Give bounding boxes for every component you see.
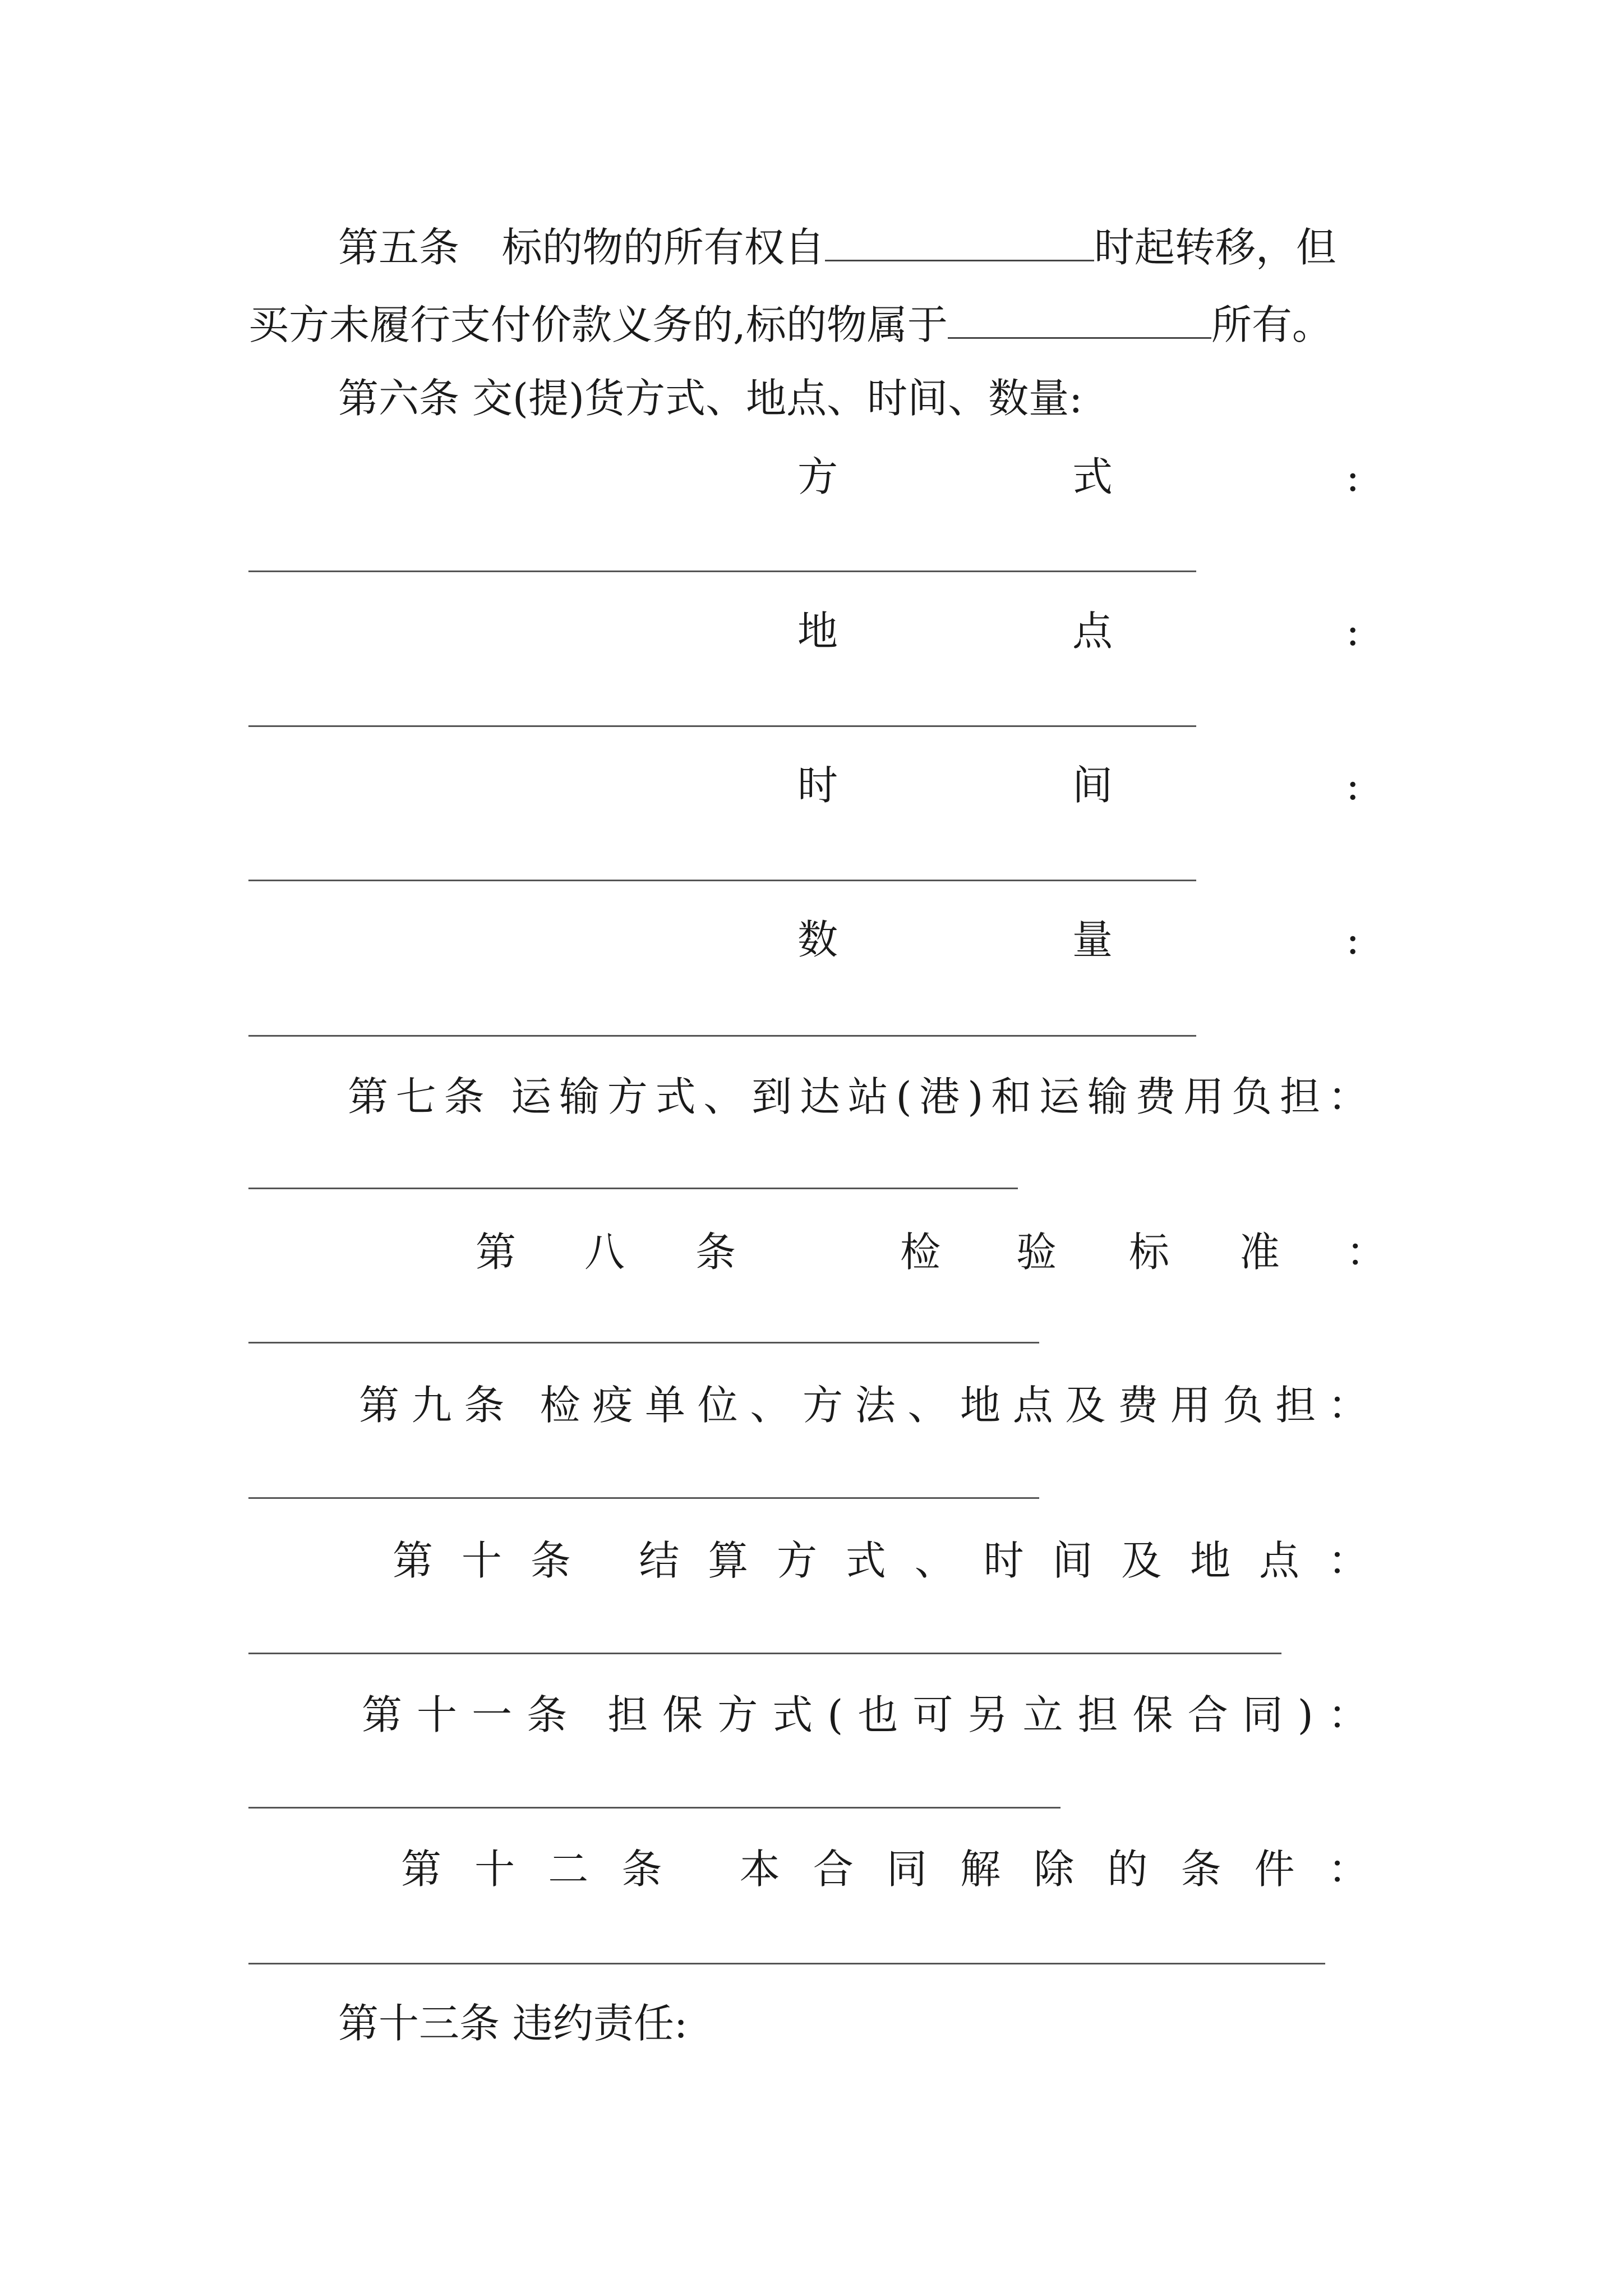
article-7-char: 负 (1232, 1073, 1272, 1120)
article-10-char: 式 (845, 1537, 886, 1584)
article-5-line-1 (338, 216, 1336, 275)
article-10-char: 条 (530, 1537, 571, 1584)
article-7-char: 到 (751, 1073, 792, 1120)
article-12-char: 本 (739, 1846, 780, 1893)
article-10-char: 点 (1258, 1537, 1299, 1584)
article-9-char: 位 (697, 1382, 738, 1429)
article-12-char: 的 (1107, 1846, 1148, 1893)
article-5-text-a: 标的物的所有权自 (501, 224, 825, 271)
article-9-char: 费 (1118, 1382, 1159, 1429)
article-12-char: 第 (401, 1846, 442, 1893)
article-8-char: 检 (900, 1228, 941, 1276)
article-9-char: 条 (464, 1382, 505, 1429)
article-7-char: 达 (799, 1073, 840, 1120)
field-quantity-answer-line[interactable] (248, 1035, 1196, 1037)
article-7-heading (348, 1069, 1368, 1125)
article-8-char: 标 (1129, 1228, 1170, 1276)
article-7-answer-line[interactable] (248, 1188, 1018, 1189)
article-10-char: 、 (914, 1537, 955, 1584)
ownership-transfer-blank[interactable] (825, 216, 1094, 261)
owner-blank[interactable] (948, 293, 1211, 339)
article-9-char: 担 (1275, 1382, 1316, 1429)
article-13-heading: 第十三条 违约责任: (338, 2000, 688, 2047)
article-12-char: ： (1327, 1846, 1368, 1893)
article-9-char: 、 (907, 1382, 948, 1429)
article-11-char: 担 (607, 1691, 648, 1738)
article-7-char: ： (1327, 1073, 1368, 1120)
article-9-char: 及 (1065, 1382, 1106, 1429)
field-method-char-2: 式 (1072, 453, 1113, 500)
article-7-char: ( (896, 1073, 912, 1120)
article-7-char: 和 (991, 1073, 1032, 1120)
article-9-char: 点 (1012, 1382, 1053, 1429)
article-7-char: 用 (1183, 1073, 1224, 1120)
article-9-answer-line[interactable] (248, 1497, 1039, 1499)
field-time-char-2: 间 (1072, 762, 1113, 809)
article-8-char: 验 (1016, 1228, 1057, 1276)
article-7-char: 、 (703, 1073, 744, 1120)
article-11-char: 可 (912, 1691, 953, 1738)
article-8-char: 八 (584, 1228, 625, 1276)
article-12-char: 条 (1181, 1846, 1221, 1893)
article-12-char: 条 (621, 1846, 662, 1893)
article-7-char: ) (967, 1073, 984, 1120)
field-place-char-2: 点 (1072, 608, 1113, 655)
article-8-char: 条 (695, 1228, 736, 1276)
article-12-heading (401, 1841, 1368, 1897)
article-8-char: 准 (1239, 1228, 1280, 1276)
field-method-answer-line[interactable] (248, 570, 1196, 572)
article-5-line-2 (248, 293, 1332, 353)
article-9-char: 地 (960, 1382, 1001, 1429)
article-7-char: 担 (1279, 1073, 1320, 1120)
article-10-char: 第 (393, 1537, 434, 1584)
article-7-char: 费 (1135, 1073, 1176, 1120)
article-7-char: 第 (348, 1073, 389, 1120)
article-7-char: 港 (919, 1073, 960, 1120)
article-10-char: 方 (777, 1537, 818, 1584)
article-12-answer-line[interactable] (248, 1963, 1325, 1964)
article-11-char: 也 (857, 1691, 898, 1738)
article-7-char: 输 (559, 1073, 600, 1120)
field-quantity-char-2: 量 (1072, 916, 1113, 963)
article-8-answer-line[interactable] (248, 1342, 1039, 1343)
article-10-char: 算 (708, 1537, 749, 1584)
field-quantity-char-1: 数 (797, 916, 838, 963)
field-place-colon: : (1346, 608, 1360, 655)
field-quantity-colon: : (1346, 916, 1360, 963)
article-9-char: 方 (803, 1382, 843, 1429)
article-11-char: ) (1297, 1691, 1313, 1738)
article-9-char: 九 (411, 1382, 452, 1429)
article-12-char: 除 (1034, 1846, 1075, 1893)
article-7-char: 条 (444, 1073, 485, 1120)
article-11-char: 第 (362, 1691, 403, 1738)
field-method-char-1: 方 (797, 453, 838, 500)
article-9-char: 疫 (592, 1382, 633, 1429)
article-7-char: 输 (1087, 1073, 1128, 1120)
article-8-char: ： (1346, 1228, 1387, 1276)
article-11-char: 同 (1242, 1691, 1283, 1738)
article-10-heading (393, 1533, 1368, 1589)
field-method-colon: : (1346, 453, 1360, 500)
article-11-answer-line[interactable] (248, 1807, 1061, 1809)
article-6-heading: 第六条 交(提)货方式、地点、时间、数量: (338, 375, 1083, 422)
article-10-char: 及 (1121, 1537, 1162, 1584)
article-12-char: 同 (886, 1846, 927, 1893)
article-7-char: 站 (847, 1073, 888, 1120)
article-11-char: 条 (527, 1691, 568, 1738)
article-12-char: 件 (1254, 1846, 1295, 1893)
article-12-char: 二 (548, 1846, 589, 1893)
article-7-char: 七 (395, 1073, 436, 1120)
article-11-char: 合 (1187, 1691, 1228, 1738)
article-11-heading (362, 1687, 1368, 1743)
article-5-number: 第五条 (338, 224, 460, 271)
article-12-char: 合 (813, 1846, 854, 1893)
field-place-answer-line[interactable] (248, 725, 1196, 727)
article-11-char: 式 (772, 1691, 813, 1738)
article-12-char: 解 (960, 1846, 1001, 1893)
article-9-char: 用 (1170, 1382, 1211, 1429)
article-12-char: 十 (474, 1846, 515, 1893)
article-7-char: 方 (607, 1073, 648, 1120)
article-11-char: 保 (1132, 1691, 1173, 1738)
article-5-text-b: 时起转移，但 (1094, 224, 1336, 271)
article-10-char: 地 (1190, 1537, 1231, 1584)
article-9-char: 第 (359, 1382, 400, 1429)
article-11-char: 一 (472, 1691, 513, 1738)
article-5-line-2-text-b: 所有。 (1211, 301, 1332, 348)
article-10-char: 十 (461, 1537, 502, 1584)
field-time-char-1: 时 (797, 762, 838, 809)
article-11-char: 立 (1022, 1691, 1063, 1738)
article-9-char: 单 (645, 1382, 686, 1429)
article-9-char: 负 (1223, 1382, 1264, 1429)
article-10-answer-line[interactable] (248, 1653, 1281, 1654)
article-5-line-2-text-a: 买方未履行支付价款义务的,标的物属于 (248, 301, 948, 348)
article-11-char: 保 (662, 1691, 703, 1738)
article-7-char: 运 (1039, 1073, 1080, 1120)
article-10-char: 时 (983, 1537, 1024, 1584)
article-10-char: ： (1327, 1537, 1368, 1584)
article-9-heading (359, 1377, 1368, 1433)
article-11-char: ( (827, 1691, 843, 1738)
article-9-char: 检 (540, 1382, 580, 1429)
article-10-char: 间 (1052, 1537, 1093, 1584)
field-time-answer-line[interactable] (248, 880, 1196, 881)
article-9-char: 法 (855, 1382, 896, 1429)
article-11-char: 另 (967, 1691, 1008, 1738)
article-8-char: 第 (476, 1228, 517, 1276)
article-9-char: 、 (750, 1382, 791, 1429)
article-11-char: 担 (1077, 1691, 1118, 1738)
article-11-char: ： (1327, 1691, 1368, 1738)
article-7-char: 式 (655, 1073, 696, 1120)
article-11-char: 十 (417, 1691, 458, 1738)
field-time-colon: : (1346, 762, 1360, 809)
field-place-char-1: 地 (797, 608, 838, 655)
article-11-char: 方 (717, 1691, 758, 1738)
article-9-char: ： (1327, 1382, 1368, 1429)
article-7-char: 运 (511, 1073, 552, 1120)
article-10-char: 结 (639, 1537, 680, 1584)
